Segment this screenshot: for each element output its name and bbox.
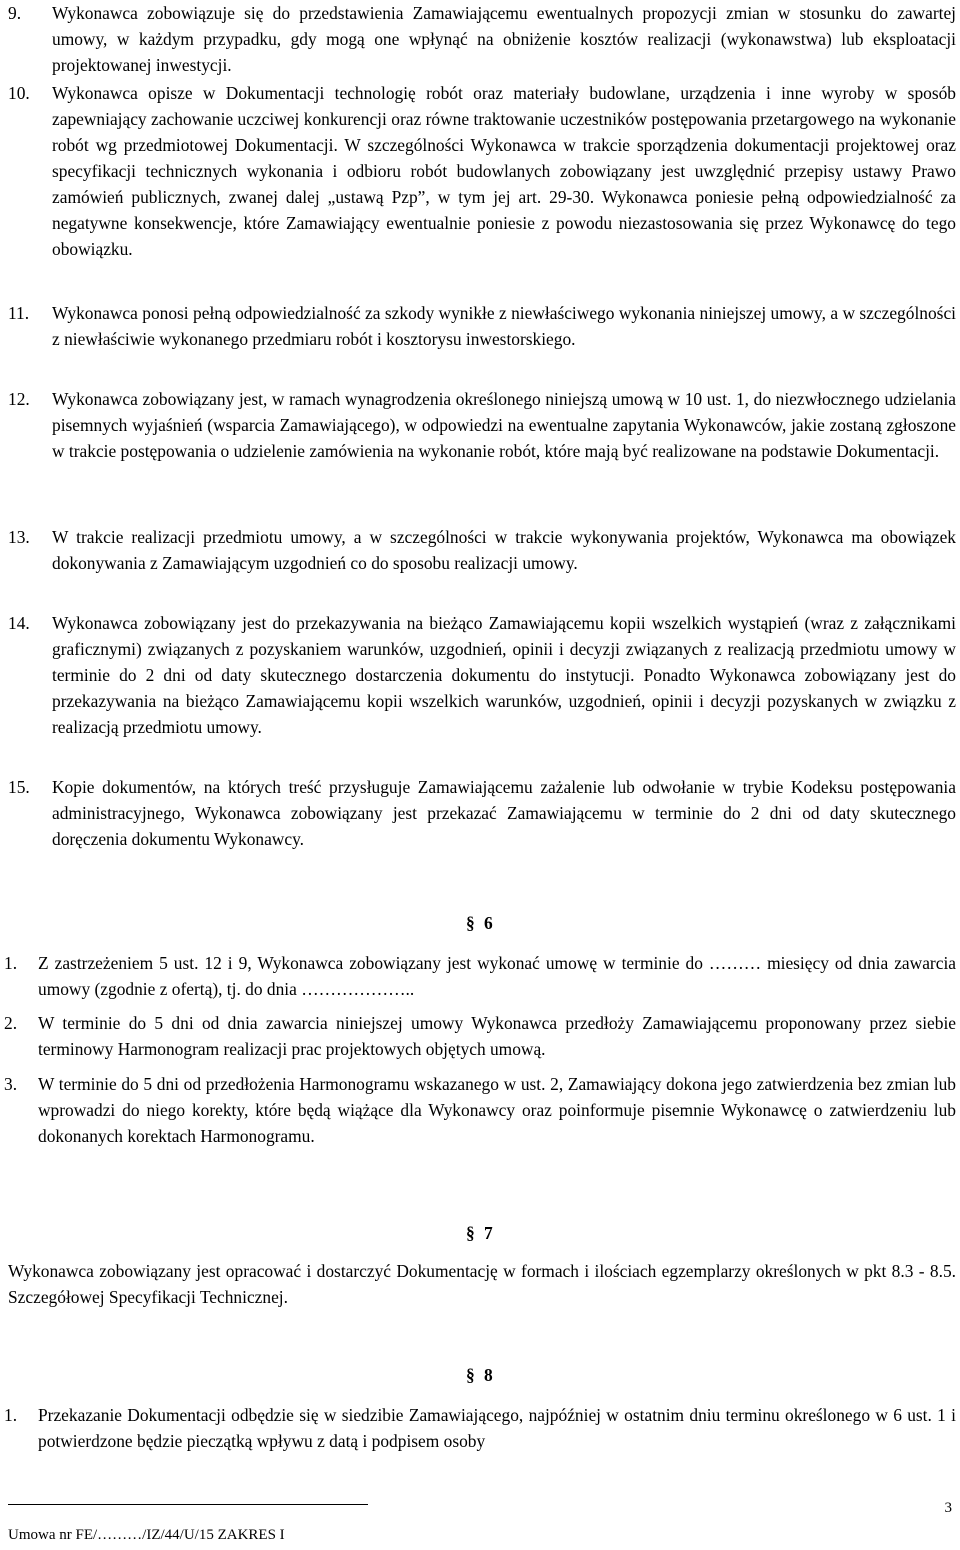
section-8-items bbox=[0, 1402, 960, 1454]
clause-text: Wykonawca zobowiązany jest, w ramach wynagrodzenia określonego niniejszą umową w 10 ust. 1, do niezwłocznego udzielania pisemnych wyjaśnień (wsparcia Zamawiającego), w odpowiedzi na ewentualne zapytania Wykonawców, jakie zostaną zgłoszone w trakcie postępowania o udzielenie zamówienia na wykonanie robót, które mają być realizowane na podstawie Dokumentacji. bbox=[52, 389, 956, 461]
item-text: Z zastrzeżeniem 5 ust. 12 i 9, Wykonawca zobowiązany jest wykonać umowę w terminie do ……… miesięcy od dnia zawarcia umowy (zgodnie z ofertą), tj. do dnia ……………….. bbox=[38, 953, 956, 999]
section-6-item-2 bbox=[0, 1010, 960, 1062]
section-6-item-3 bbox=[0, 1071, 960, 1149]
section-sign: § bbox=[466, 913, 475, 933]
page-number: 3 bbox=[944, 1500, 952, 1516]
item-number: 1. bbox=[4, 1405, 18, 1425]
clause-11-block bbox=[0, 300, 960, 352]
clause-number: 9. bbox=[8, 3, 22, 23]
clause-9 bbox=[0, 0, 960, 78]
clause-13 bbox=[0, 524, 960, 576]
clause-number: 11. bbox=[8, 303, 30, 323]
clause-14-block bbox=[0, 610, 960, 740]
clause-14 bbox=[0, 610, 960, 740]
clause-13-block bbox=[0, 524, 960, 576]
section-7-heading bbox=[0, 1220, 960, 1246]
item-number: 1. bbox=[4, 953, 18, 973]
section-6-heading bbox=[0, 910, 960, 936]
section-8-item-1 bbox=[0, 1402, 960, 1454]
section-sign: § bbox=[466, 1223, 475, 1243]
section-number: 7 bbox=[484, 1223, 493, 1243]
clause-number: 12. bbox=[8, 389, 30, 409]
section-sign: § bbox=[466, 1365, 475, 1385]
section-number: 6 bbox=[484, 913, 493, 933]
footer-contract-number: Umowa nr FE/………/IZ/44/U/15 ZAKRES I bbox=[8, 1527, 285, 1543]
item-number: 2. bbox=[4, 1013, 18, 1033]
section-6-items bbox=[0, 950, 960, 1002]
item-number: 3. bbox=[4, 1074, 18, 1094]
section-7-text: Wykonawca zobowiązany jest opracować i dostarczyć Dokumentację w formach i ilościach egzemplarzy określonych w pkt 8.3 - 8.5. Szczegółowej Specyfikacji Technicznej. bbox=[8, 1261, 956, 1307]
clause-text: Wykonawca zobowiązuje się do przedstawienia Zamawiającemu ewentualnych propozycji zmian w stosunku do zawartej umowy, w każdym przypadku, gdy mogą one wpłynąć na obniżenie kosztów realizacji (wykonawstwa) lub eksploatacji projektowanej inwestycji. bbox=[52, 3, 956, 75]
clause-12-block bbox=[0, 386, 960, 464]
clause-text: Wykonawca opisze w Dokumentacji technologię robót oraz materiały budowlane, urządzenia i inne wyroby w sposób zapewniający zachowanie uczciwej konkurencji oraz równe traktowanie uczestników postępowania przetargowego na wykonanie robót wg przedmiotowej Dokumentacji. W szczególności Wykonawca w trakcie sporządzenia dokumentacji projektowej oraz specyfikacji technicznych wykonania i odbioru robót budowlanych zobowiązany jest uwzględnić przepisy ustawy Prawo zamówień publicznych, zwanej dalej „ustawą Pzp”, w tym jej art. 29-30. Wykonawca poniesie pełną odpowiedzialność za negatywne konsekwencje, które Zamawiający ewentualnie poniesie z powodu niezastosowania się przez Wykonawcę do tego obowiązku. bbox=[52, 83, 956, 259]
clause-15-block bbox=[0, 774, 960, 852]
clause-11 bbox=[0, 300, 960, 352]
clause-10 bbox=[0, 80, 960, 262]
clause-15 bbox=[0, 774, 960, 852]
clause-12 bbox=[0, 386, 960, 464]
clause-number: 13. bbox=[8, 527, 30, 547]
item-text: W terminie do 5 dni od przedłożenia Harmonogramu wskazanego w ust. 2, Zamawiający dokona jego zatwierdzenia bez zmian lub wprowadzi do niego korekty, które będą wiążące dla Wykonawcy oraz poinformuje pisemnie Wykonawcę o zatwierdzeniu lub dokonanych korektach Harmonogramu. bbox=[38, 1074, 956, 1146]
clause-text: Wykonawca ponosi pełną odpowiedzialność za szkody wynikłe z niewłaściwego wykonania niniejszej umowy, a w szczególności z niewłaściwie wykonanego przedmiaru robót i kosztorysu inwestorskiego. bbox=[52, 303, 956, 349]
clauses-continued bbox=[0, 0, 960, 78]
item-text: Przekazanie Dokumentacji odbędzie się w siedzibie Zamawiającego, najpóźniej w ostatnim dniu terminu określonego w 6 ust. 1 i potwierdzone będzie pieczątką wpływu z datą i podpisem osoby bbox=[38, 1405, 956, 1451]
clause-text: Kopie dokumentów, na których treść przysługuje Zamawiającemu zażalenie lub odwołanie w trybie Kodeksu postępowania administracyjnego, Wykonawca zobowiązany jest przekazać Zamawiającemu w terminie do 2 dni od daty skutecznego doręczenia dokumentu Wykonawcy. bbox=[52, 777, 956, 849]
section-8-heading bbox=[0, 1362, 960, 1388]
clause-number: 14. bbox=[8, 613, 30, 633]
item-text: W terminie do 5 dni od dnia zawarcia niniejszej umowy Wykonawca przedłoży Zamawiającemu proponowany przez siebie terminowy Harmonogram realizacji prac projektowych objętych umową. bbox=[38, 1013, 956, 1059]
section-6-item-3-block bbox=[0, 1071, 960, 1149]
clause-number: 15. bbox=[8, 777, 30, 797]
section-number: 8 bbox=[484, 1365, 493, 1385]
clause-text: Wykonawca zobowiązany jest do przekazywania na bieżąco Zamawiającemu kopii wszelkich wystąpień (wraz z załącznikami graficznymi) związanych z pozyskaniem warunków, uzgodnień, opinii i decyzji związanych z realizacją przedmiotu umowy w terminie do 2 dni od daty skutecznego dostarczenia dokumentu do instytucji. Ponadto Wykonawca zobowiązany jest do przekazywania na bieżąco Zamawiającemu kopii wszelkich warunków, uzgodnień, opinii i decyzji pozyskanych w związku z realizacją przedmiotu umowy. bbox=[52, 613, 956, 737]
section-6-item-2-block bbox=[0, 1010, 960, 1062]
section-6-item-1 bbox=[0, 950, 960, 1002]
clause-text: W trakcie realizacji przedmiotu umowy, a w szczególności w trakcie wykonywania projektów, Wykonawca ma obowiązek dokonywania z Zamawiającym uzgodnień co do sposobu realizacji umowy. bbox=[52, 527, 956, 573]
footer-divider bbox=[8, 1504, 368, 1505]
clause-10-block bbox=[0, 80, 960, 262]
clause-number: 10. bbox=[8, 83, 30, 103]
